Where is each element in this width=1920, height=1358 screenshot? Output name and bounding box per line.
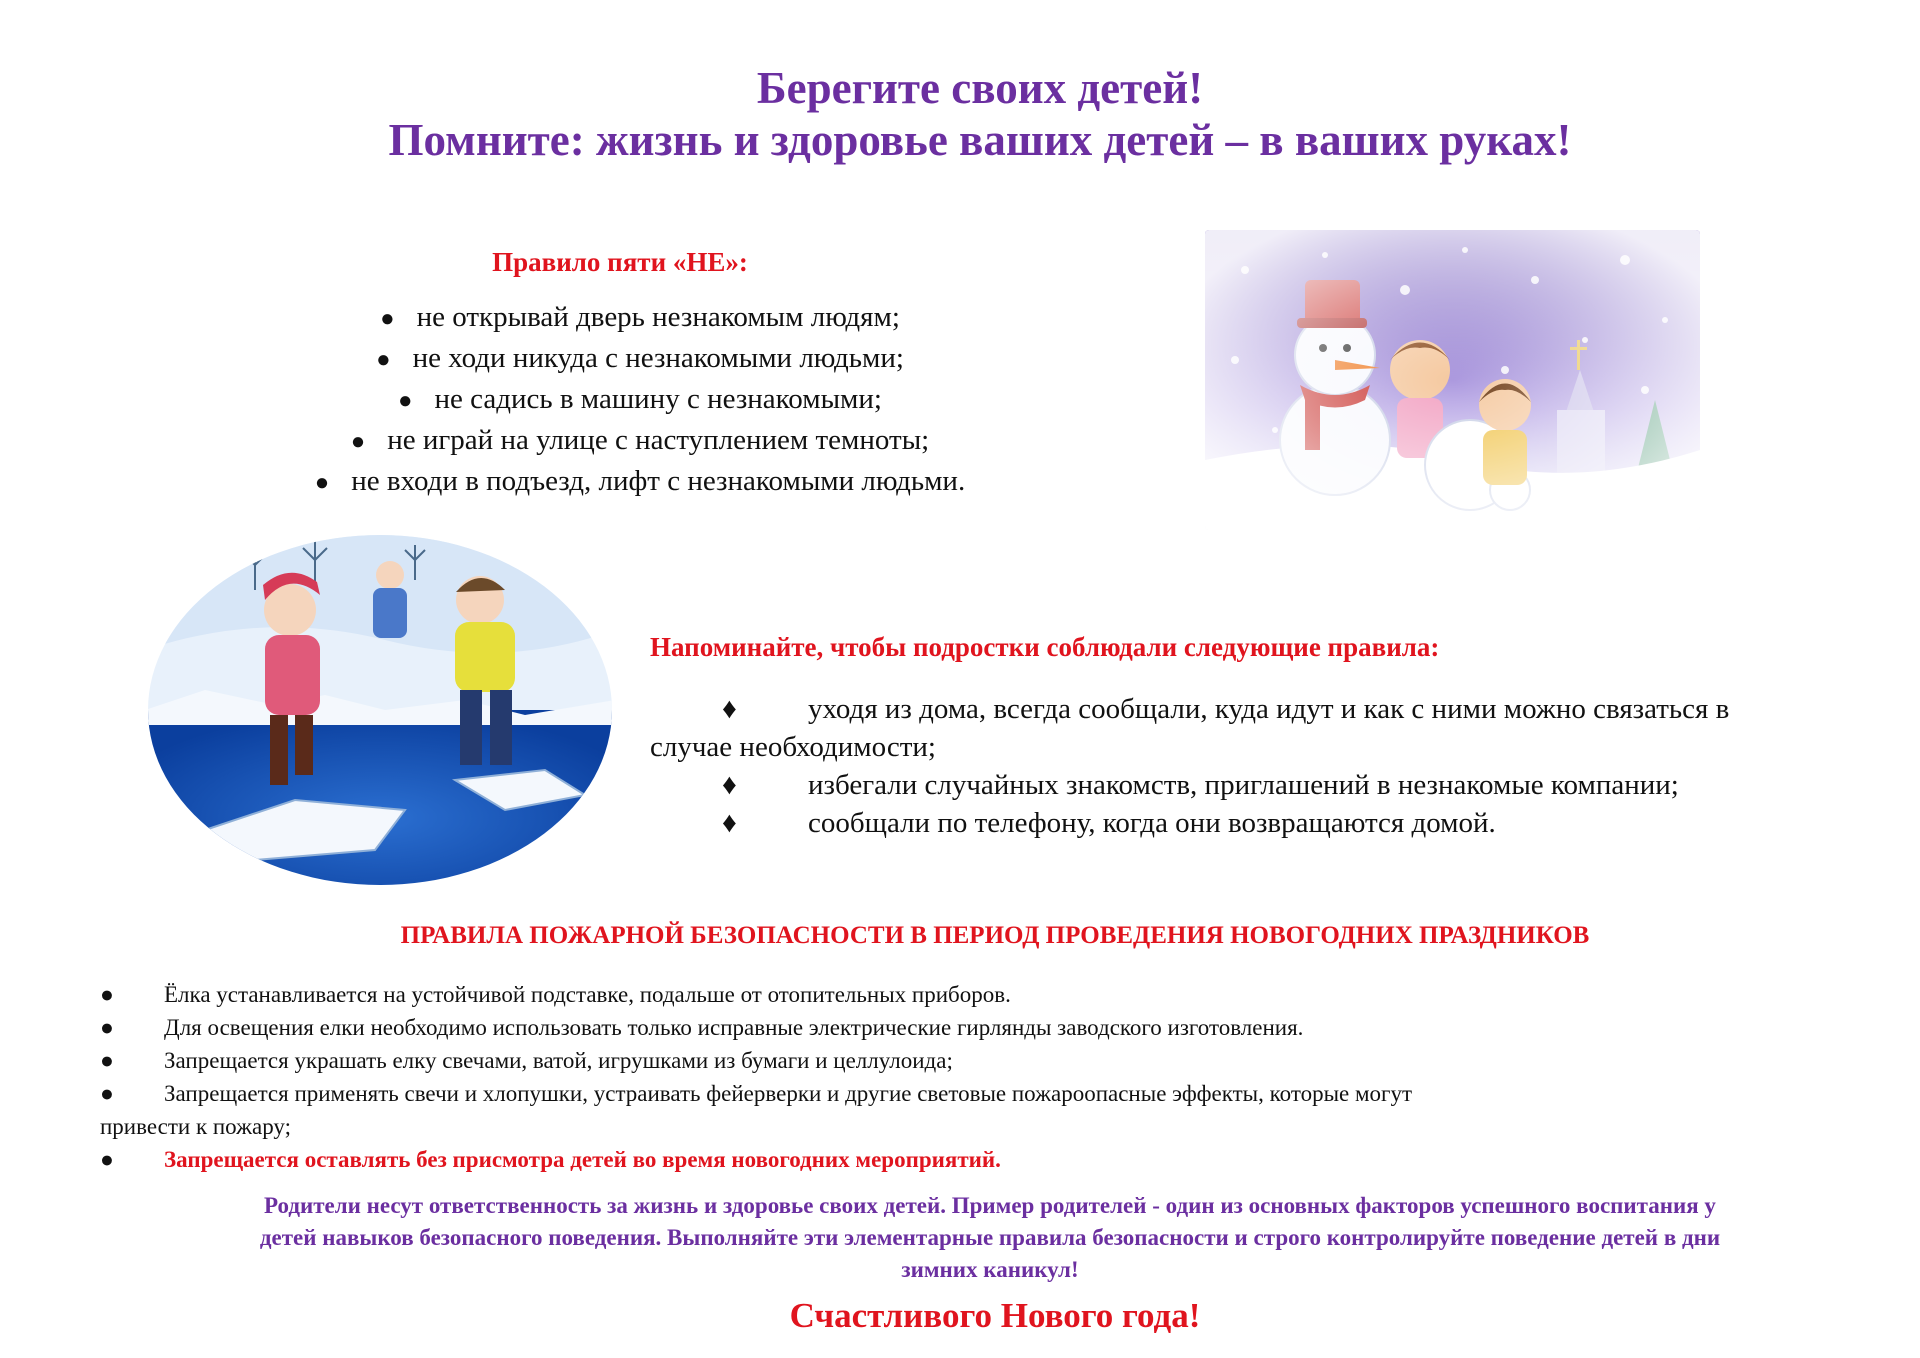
- list-item: ● не ходи никуда с незнакомыми людьми;: [200, 339, 1080, 380]
- list-item: ● не играй на улице с наступлением темноты;: [200, 421, 1080, 462]
- bullet-icon: ●: [100, 1048, 114, 1073]
- snowman-scene-icon: [1205, 230, 1700, 530]
- fire-safety-list: [100, 978, 1720, 1176]
- snowman-children-illustration: [1205, 230, 1700, 530]
- rule-of-five-heading: Правило пяти «НЕ»:: [492, 247, 748, 277]
- teen-rules-list: [650, 690, 1880, 842]
- list-item: ● не садись в машину с незнакомыми;: [200, 380, 1080, 421]
- list-item: ♦ избегали случайных знакомств, приглашений в незнакомые компании;: [650, 766, 1880, 804]
- bullet-icon: ●: [398, 388, 413, 414]
- diamond-bullet-icon: ♦: [722, 769, 737, 801]
- children-on-ice-illustration: [145, 530, 615, 890]
- diamond-bullet-icon: ♦: [722, 693, 737, 725]
- list-item: ♦ сообщали по телефону, когда они возвращаются домой.: [650, 804, 1880, 842]
- bullet-icon: ●: [100, 1081, 114, 1106]
- bullet-icon: ●: [376, 347, 391, 373]
- bullet-icon: ●: [350, 429, 366, 455]
- list-item: ● не открывай дверь незнакомым людям;: [200, 298, 1080, 339]
- fire-safety-heading: ПРАВИЛА ПОЖАРНОЙ БЕЗОПАСНОСТИ В ПЕРИОД ПРОВЕДЕНИЯ НОВОГОДНИХ ПРАЗДНИКОВ: [400, 922, 1590, 949]
- bullet-icon: ●: [314, 470, 330, 496]
- list-item-warning: ● Запрещается оставлять без присмотра детей во время новогодних мероприятий.: [100, 1143, 1720, 1176]
- list-item: ● Ёлка устанавливается на устойчивой подставке, подальше от отопительных приборов.: [100, 978, 1720, 1011]
- bullet-icon: ●: [100, 1147, 114, 1172]
- list-item-continuation: привести к пожару;: [100, 1114, 291, 1139]
- bullet-icon: ●: [100, 1015, 114, 1040]
- page-title-line1: Берегите своих детей!: [756, 63, 1204, 113]
- list-item: ● не входи в подъезд, лифт с незнакомыми людьми.: [200, 462, 1080, 503]
- bullet-icon: ●: [380, 306, 395, 332]
- list-item: ♦ уходя из дома, всегда сообщали, куда идут и как с ними можно связаться в: [650, 690, 1880, 728]
- list-item-continuation: случае необходимости;: [650, 731, 936, 763]
- list-item: ● Запрещается применять свечи и хлопушки, устраивать фейерверки и другие световые пожароопасные эффекты, которые могут: [100, 1077, 1720, 1110]
- list-item: ● Запрещается украшать елку свечами, ватой, игрушками из бумаги и целлулоида;: [100, 1044, 1720, 1077]
- bullet-icon: ●: [100, 982, 114, 1007]
- teen-rules-heading: Напоминайте, чтобы подростки соблюдали следующие правила:: [650, 632, 1440, 662]
- closing-paragraph: Родители несут ответственность за жизнь и здоровье своих детей. Пример родителей - один из основных факторов успешного воспитания у детей навыков безопасного поведения. Выполняйте эти элементарные правила безопасности и строго контролируйте поведение детей в дни зимних каникул!: [259, 1193, 1721, 1282]
- page-title-line2: Помните: жизнь и здоровье ваших детей – в ваших руках!: [388, 115, 1572, 165]
- ice-scene-icon: [145, 530, 615, 890]
- rule-of-five-list: [200, 298, 1080, 503]
- new-year-greeting: Счастливого Нового года!: [789, 1296, 1201, 1335]
- diamond-bullet-icon: ♦: [722, 807, 737, 839]
- list-item: ● Для освещения елки необходимо использовать только исправные электрические гирлянды заводского изготовления.: [100, 1011, 1720, 1044]
